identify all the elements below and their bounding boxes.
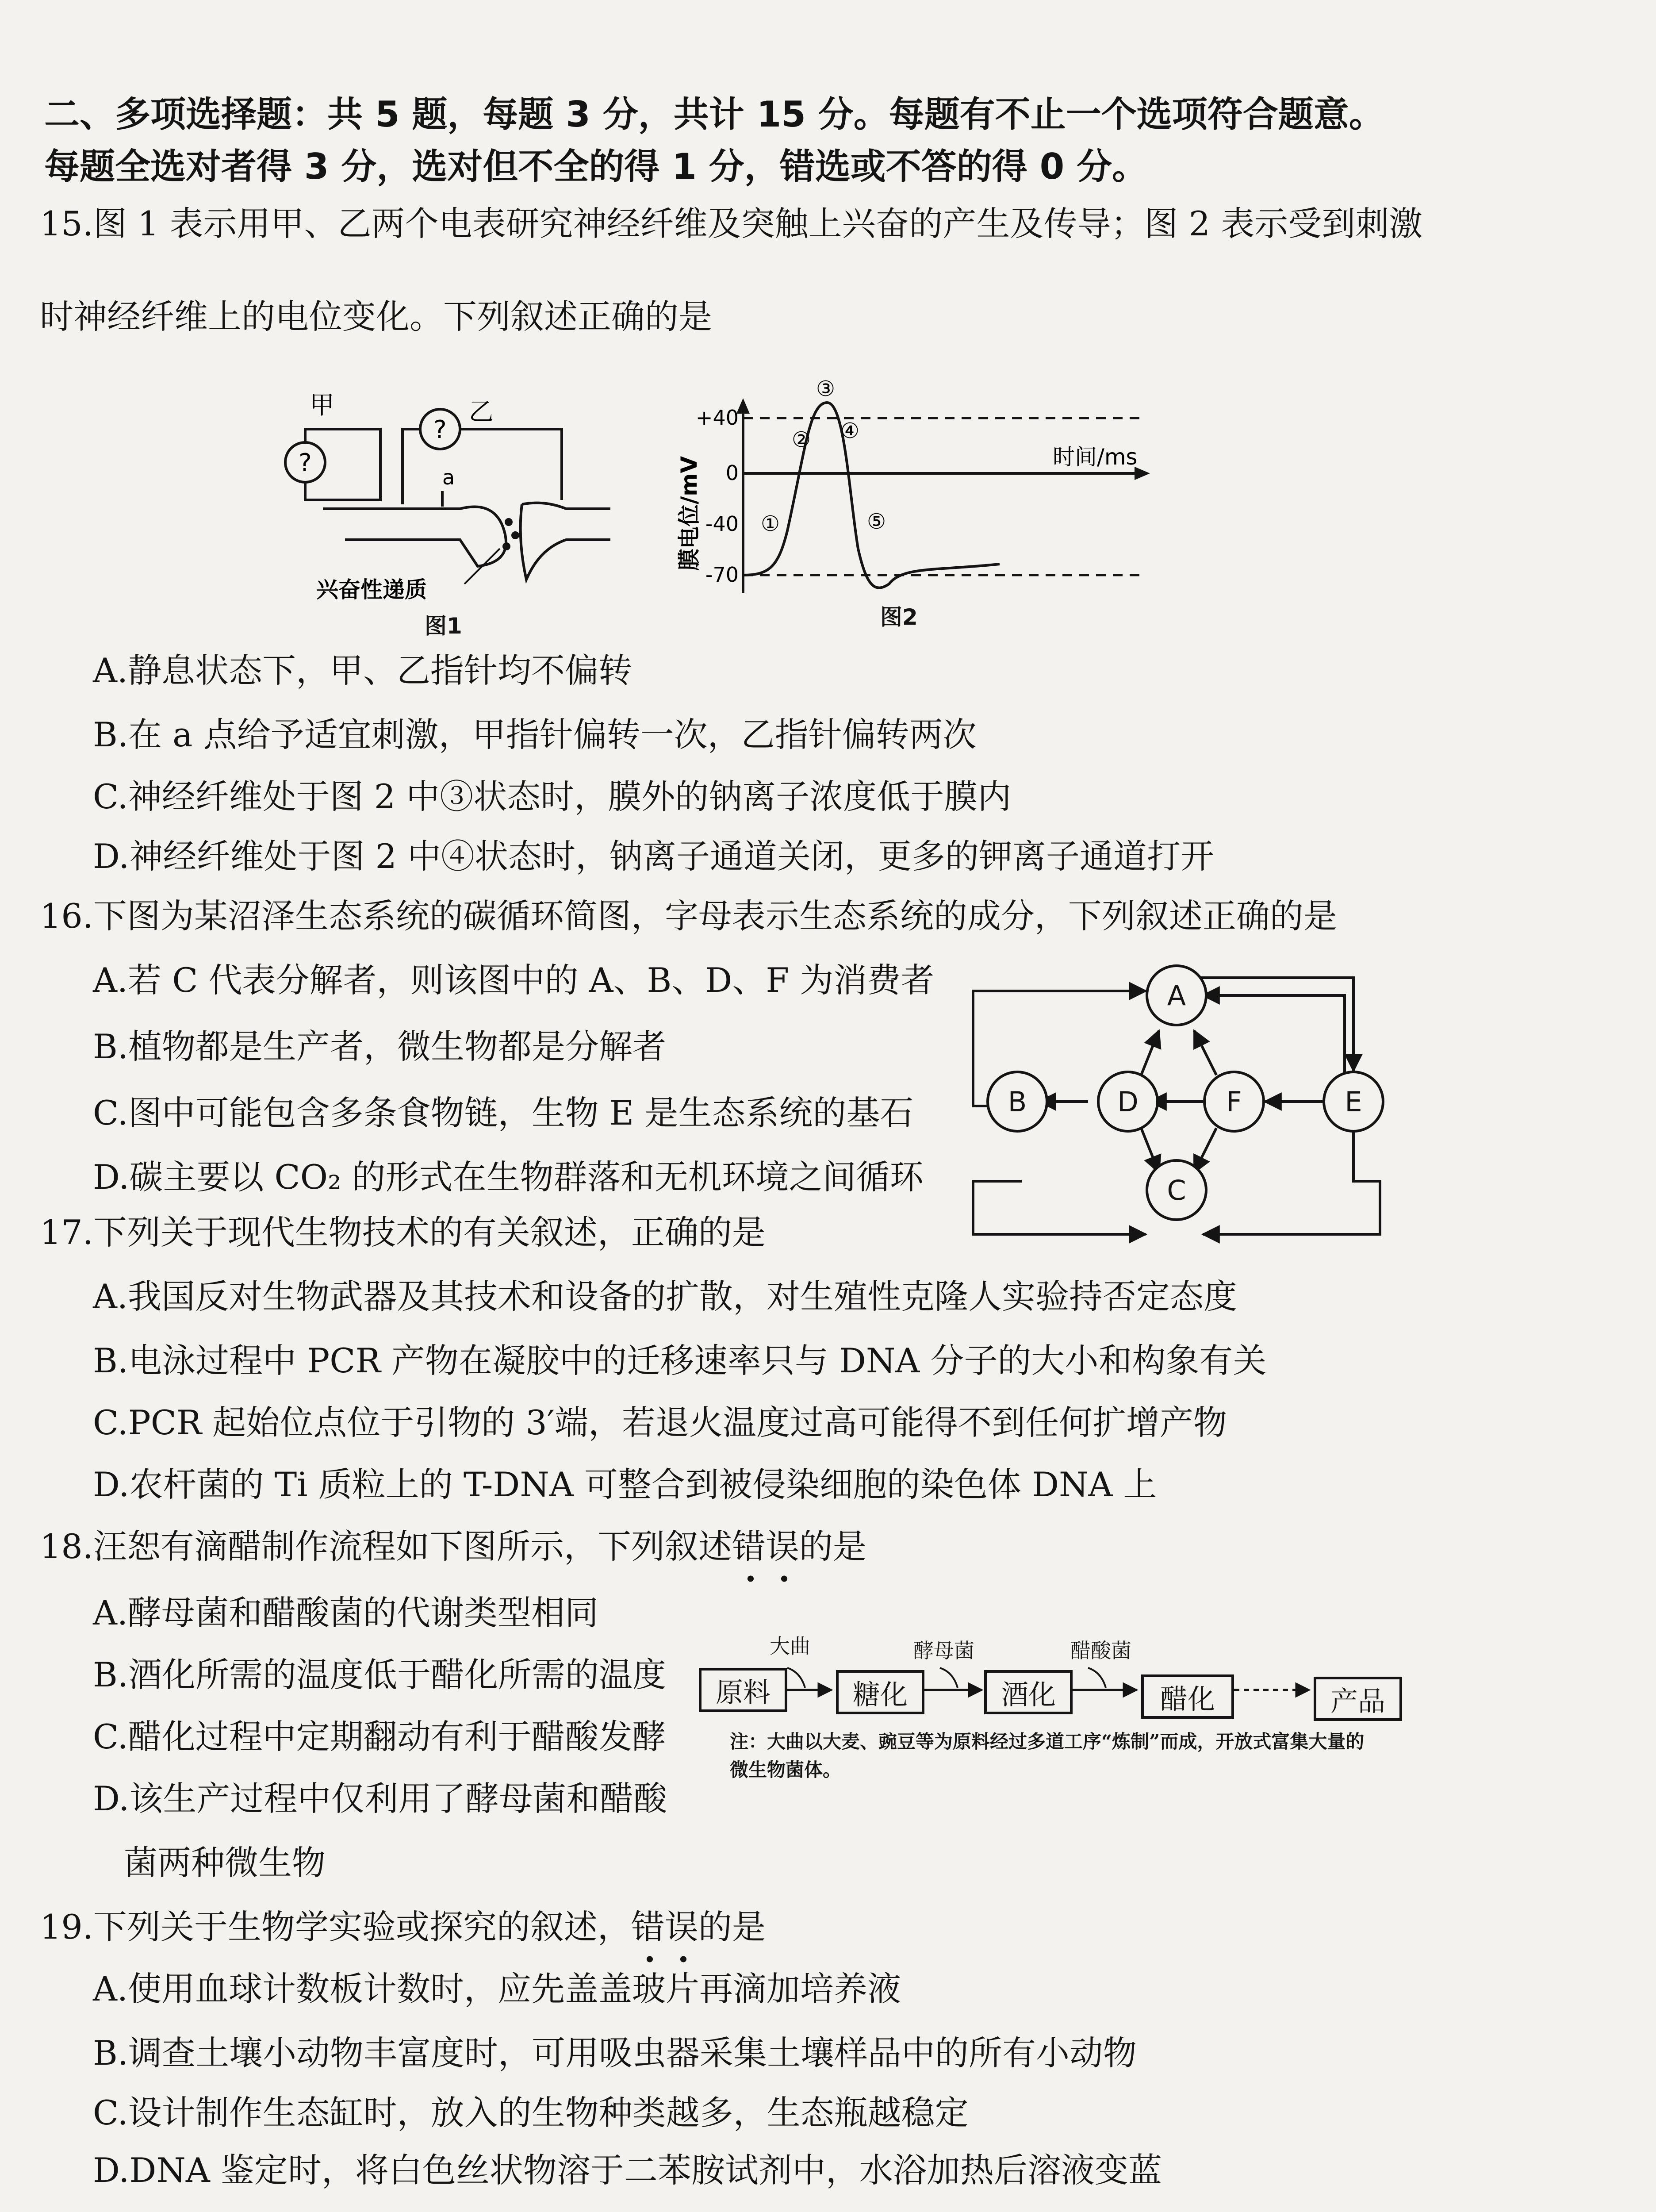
node-a: A <box>1146 964 1208 1026</box>
y-axis-label: 膜电位/mV <box>676 456 702 571</box>
q17-stem: 17.下列关于现代生物技术的有关叙述，正确的是 <box>40 1213 766 1252</box>
node-c: C <box>1146 1159 1208 1221</box>
q17-option-d: D.农杆菌的 Ti 质粒上的 T-DNA 可整合到被侵染细胞的染色体 DNA 上 <box>93 1465 1157 1504</box>
tick-minus40: -40 <box>705 512 739 536</box>
q17-option-c: C.PCR 起始位点位于引物的 3′端，若退火温度过高可能得不到任何扩增产物 <box>93 1403 1227 1442</box>
tick-minus70: -70 <box>705 563 739 587</box>
stage-2: ② <box>792 427 811 452</box>
q15-figure2 <box>663 363 1185 611</box>
q16-option-b: B.植物都是生产者，微生物都是分解者 <box>93 1027 667 1066</box>
q17-option-a: A.我国反对生物武器及其技术和设备的扩散，对生殖性克隆人实验持否定态度 <box>93 1277 1238 1316</box>
meter-yi-label: 乙 <box>469 398 494 426</box>
q16-option-a: A.若 C 代表分解者，则该图中的 A、B、D、F 为消费者 <box>93 960 935 1000</box>
meter-yi-dial: ? <box>433 415 447 444</box>
node-f: F <box>1203 1071 1265 1133</box>
agent-yeast: 酵母菌 <box>913 1639 974 1663</box>
stage-4: ④ <box>840 419 860 443</box>
q19-stem-emph1: 错 <box>631 1907 665 1947</box>
q19-option-a: A.使用血球计数板计数时，应先盖盖玻片再滴加培养液 <box>93 1969 901 2008</box>
q15-stem-line2: 时神经纤维上的电位变化。下列叙述正确的是 <box>40 297 712 336</box>
transmitter-label: 兴奋性递质 <box>316 577 427 602</box>
q19-stem <box>40 1902 766 1952</box>
q18-option-d: D.该生产过程中仅利用了酵母菌和醋酸 <box>93 1779 667 1818</box>
q19-stem-post: 的是 <box>698 1907 766 1947</box>
meter-jia-label: 甲 <box>310 391 334 420</box>
q17-option-b: B.电泳过程中 PCR 产物在凝胶中的迁移速率只与 DNA 分子的大小和构象有关 <box>93 1341 1267 1380</box>
stage-5: ⑤ <box>867 509 886 534</box>
q18-stem-emph1: 错 <box>732 1527 766 1566</box>
figure2-caption: 图2 <box>880 604 918 630</box>
q16-stem: 16.下图为某沼泽生态系统的碳循环简图，字母表示生态系统的成分，下列叙述正确的是 <box>40 896 1337 936</box>
q15-option-b: B.在 a 点给予适宜刺激，甲指针偏转一次，乙指针偏转两次 <box>93 715 977 754</box>
q18-option-a: A.酵母菌和醋酸菌的代谢类型相同 <box>93 1593 599 1632</box>
x-axis-label: 时间/ms <box>1053 444 1138 470</box>
section-heading: 二、多项选择题：共 5 题，每题 3 分，共计 15 分。每题有不止一个选项符合题意。每题全选对者得 3 分，选对但不全的得 1 分，错选或不答的得 0 分。 <box>44 94 1384 187</box>
q19-option-b: B.调查土壤小动物丰富度时，可用吸虫器采集土壤样品中的所有小动物 <box>93 2033 1137 2073</box>
q15-option-a: A.静息状态下，甲、乙指针均不偏转 <box>93 651 632 690</box>
flow-step-saccharification: 糖化 <box>836 1670 924 1714</box>
q18-stem-pre: 18.汪恕有滴醋制作流程如下图所示，下列叙述 <box>40 1527 732 1566</box>
node-d: D <box>1097 1071 1159 1133</box>
point-a-label: a <box>442 465 455 489</box>
q18-option-b: B.酒化所需的温度低于醋化所需的温度 <box>93 1655 667 1694</box>
q16-option-d: D.碳主要以 CO₂ 的形式在生物群落和无机环境之间循环 <box>93 1157 924 1197</box>
flow-step-alcohol-fermentation: 酒化 <box>984 1670 1073 1714</box>
q18-option-d-continued: 菌两种微生物 <box>124 1843 326 1882</box>
node-e: E <box>1322 1071 1384 1133</box>
q18-option-c: C.醋化过程中定期翻动有利于醋酸发酵 <box>93 1717 666 1756</box>
q15-figure1 <box>274 372 672 602</box>
q19-stem-emph2: 误 <box>664 1907 698 1947</box>
meter-jia-dial: ? <box>299 449 312 477</box>
q19-stem-pre: 19.下列关于生物学实验或探究的叙述， <box>40 1907 631 1947</box>
q18-stem-emph2: 误 <box>765 1527 799 1566</box>
q16-option-c: C.图中可能包含多条食物链，生物 E 是生态系统的基石 <box>93 1093 914 1133</box>
flow-step-product: 产品 <box>1314 1677 1402 1721</box>
q19-option-d: D.DNA 鉴定时，将白色丝状物溶于二苯胺试剂中，水浴加热后溶液变蓝 <box>93 2151 1162 2190</box>
q19-option-c: C.设计制作生态缸时，放入的生物种类越多，生态瓶越稳定 <box>93 2093 969 2132</box>
q15-stem-line1: 15.图 1 表示用甲、乙两个电表研究神经纤维及突触上兴奋的产生及传导；图 2 表示受到刺激 <box>40 204 1423 243</box>
tick-plus40: +40 <box>695 406 739 430</box>
tick-0: 0 <box>725 461 739 485</box>
flow-step-raw-material: 原料 <box>699 1668 787 1712</box>
stage-3: ③ <box>816 376 836 401</box>
q15-option-c: C.神经纤维处于图 2 中③状态时，膜外的钠离子浓度低于膜内 <box>93 777 1012 816</box>
stage-1: ① <box>761 511 780 536</box>
node-b: B <box>986 1071 1048 1133</box>
q18-stem <box>40 1522 866 1571</box>
flow-note: 注：大曲以大麦、豌豆等为原料经过多道工序“炼制”而成，开放式富集大量的微生物菌体。 <box>730 1731 1365 1781</box>
agent-daqu: 大曲 <box>770 1634 810 1658</box>
q15-option-d: D.神经纤维处于图 2 中④状态时，钠离子通道关闭，更多的钾离子通道打开 <box>93 837 1215 876</box>
agent-acetobacter: 醋酸菌 <box>1070 1639 1131 1663</box>
figure1-caption: 图1 <box>425 613 462 639</box>
flow-step-acetification: 醋化 <box>1141 1674 1234 1719</box>
q18-stem-post: 的是 <box>799 1527 866 1566</box>
